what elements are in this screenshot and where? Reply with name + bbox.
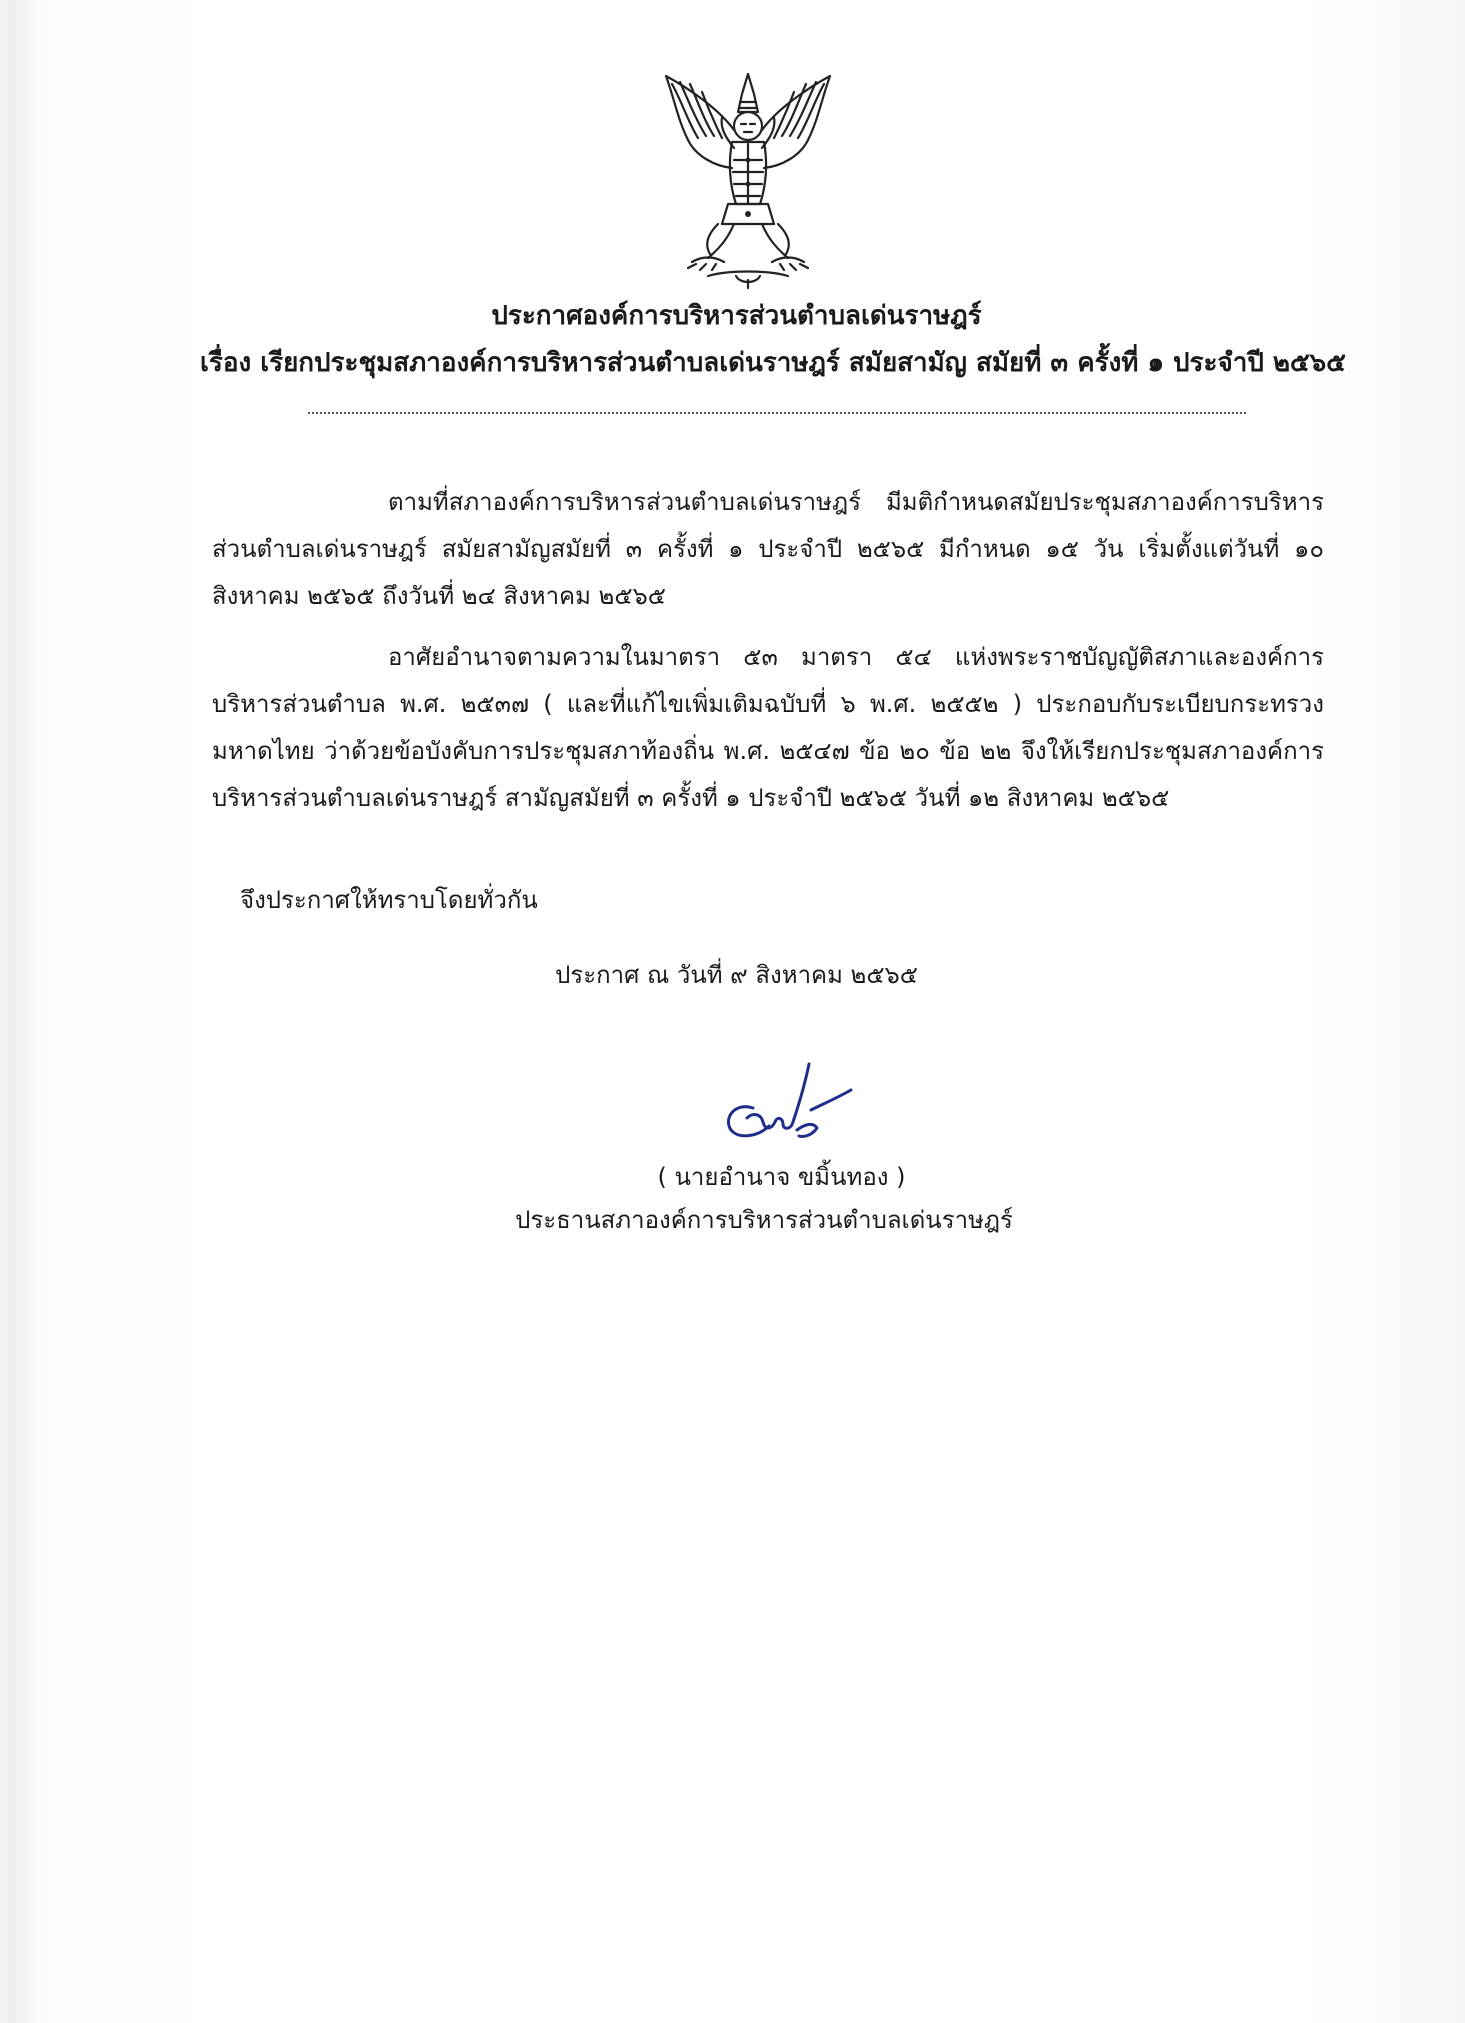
closing-statement: จึงประกาศให้ทราบโดยทั่วกัน: [240, 886, 538, 914]
document-title: ประกาศองค์การบริหารส่วนตำบลเด่นราษฎร์: [491, 301, 982, 331]
signer-name: ( นายอำนาจ ขมิ้นทอง ): [657, 1163, 906, 1191]
body-paragraph-1: ตามที่สภาองค์การบริหารส่วนตำบลเด่นราษฎร์ มีมติกำหนดสมัยประชุมสภาองค์การบริหารส่วนตำบลเด่นราษฎร์ สมัยสามัญสมัยที่ ๓ ครั้งที่ ๑ ประจำปี ๒๕๖๕ มีกำหนด ๑๕ วัน เริ่มตั้งแต่วันที่ ๑๐ สิงหาคม ๒๕๖๕ ถึงวันที่ ๒๔ สิงหาคม ๒๕๖๕: [212, 488, 1324, 610]
document-page: [8, 0, 1465, 2023]
signer-position: ประธานสภาองค์การบริหารส่วนตำบลเด่นราษฎร์: [515, 1206, 1013, 1234]
document-subject: เรื่อง เรียกประชุมสภาองค์การบริหารส่วนตำบลเด่นราษฎร์ สมัยสามัญ สมัยที่ ๓ ครั้งที่ ๑ ประจำปี ๒๕๖๕: [200, 348, 1346, 378]
handwritten-signature-icon: [713, 1060, 853, 1156]
garuda-emblem-icon: [648, 68, 848, 290]
announcement-date: ประกาศ ณ วันที่ ๙ สิงหาคม ๒๕๖๕: [555, 961, 918, 989]
body-paragraph-2: อาศัยอำนาจตามความในมาตรา ๕๓ มาตรา ๕๔ แห่งพระราชบัญญัติสภาและองค์การบริหารส่วนตำบล พ.ศ. ๒๕๓๗ ( และที่แก้ไขเพิ่มเติมฉบับที่ ๖ พ.ศ. ๒๕๕๒ ) ประกอบกับระเบียบกระทรวงมหาดไทย ว่าด้วยข้อบังคับการประชุมสภาท้องถิ่น พ.ศ. ๒๕๔๗ ข้อ ๒๐ ข้อ ๒๒ จึงให้เรียกประชุมสภาองค์การบริหารส่วนตำบลเด่นราษฎร์ สามัญสมัยที่ ๓ ครั้งที่ ๑ ประจำปี ๒๕๖๕ วันที่ ๑๒ สิงหาคม ๒๕๖๕: [212, 643, 1324, 812]
dotted-divider: [308, 412, 1246, 414]
